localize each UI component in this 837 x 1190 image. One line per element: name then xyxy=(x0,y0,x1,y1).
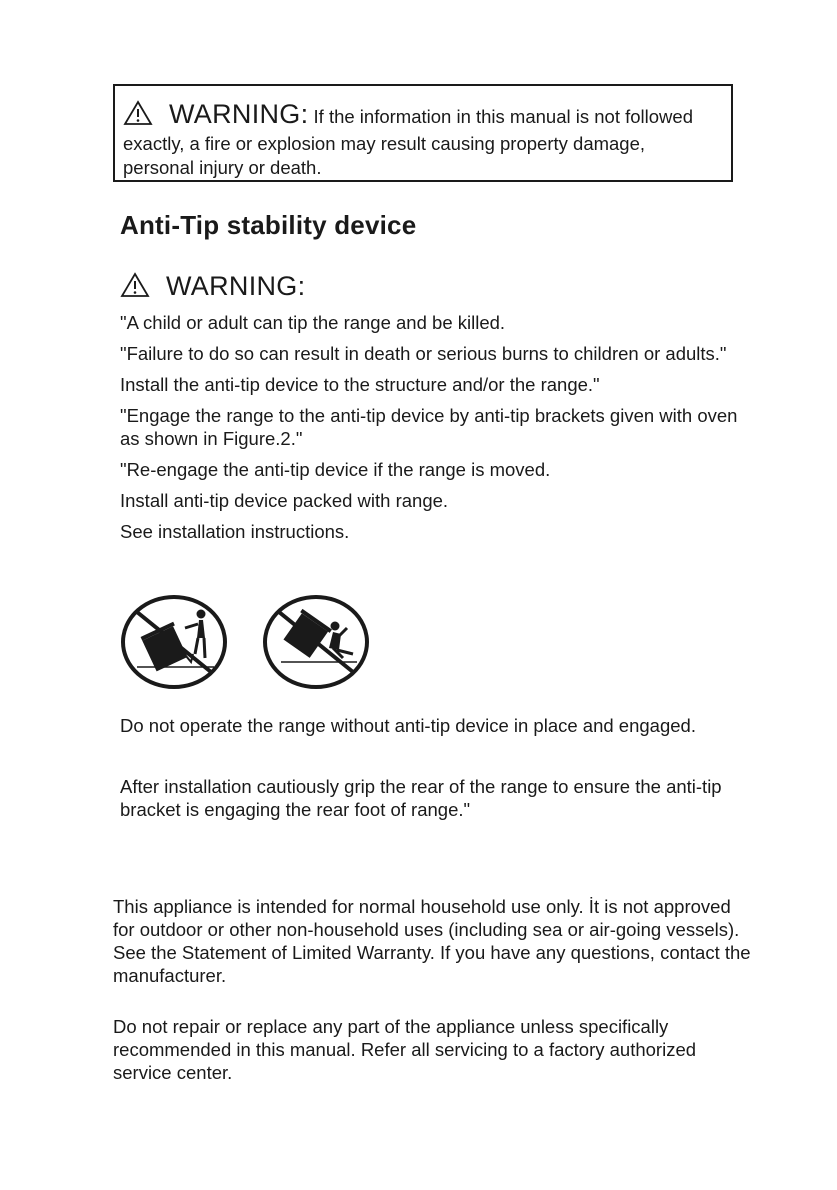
warning-box xyxy=(113,84,733,182)
warning-label: WARNING: xyxy=(166,271,306,301)
warning-line: Install the anti-tip device to the structure and/or the range." xyxy=(120,374,600,395)
warning-line: "Re-engage the anti-tip device if the range is moved. xyxy=(120,459,551,480)
operate-paragraph: Do not operate the range without anti-tip device in place and engaged. xyxy=(120,715,696,736)
warning-line: "Engage the range to the anti-tip device by anti-tip brackets given with oven as shown in Figure.2." xyxy=(120,405,738,449)
warning-line: "A child or adult can tip the range and be killed. xyxy=(120,312,506,333)
no-tip-child-climbing-icon xyxy=(119,592,229,692)
household-use-paragraph: This appliance is intended for normal household use only. İt is not approved for outdoor or other non-household uses (including sea or air-going vessels). See the Statement of Limited Warranty. If you have any questions, contact the manufacturer. xyxy=(113,896,751,986)
warning-triangle-icon xyxy=(120,272,150,305)
warning-list xyxy=(120,311,740,551)
no-tip-child-falling-icon xyxy=(261,592,371,692)
warning-label: WARNING: xyxy=(169,99,309,129)
repair-paragraph: Do not repair or replace any part of the appliance unless specifically recommended in this manual. Refer all servicing to a factory authorized service center. xyxy=(113,1016,697,1083)
warning-line: Install anti-tip device packed with range. xyxy=(120,490,449,511)
warning-line: "Failure to do so can result in death or serious burns to children or adults." xyxy=(120,343,727,364)
warning-heading xyxy=(120,271,305,305)
after-install-paragraph: After installation cautiously grip the rear of the range to ensure the anti-tip bracket is engaging the rear foot of range." xyxy=(120,776,722,820)
warning-triangle-icon xyxy=(123,100,153,132)
section-heading: Anti-Tip stability device xyxy=(120,210,417,240)
warning-line: See installation instructions. xyxy=(120,521,350,542)
warning-text: If the information in this manual is not followed exactly, a fire or explosion may result causing property damage, personal injury or death. xyxy=(123,106,693,178)
